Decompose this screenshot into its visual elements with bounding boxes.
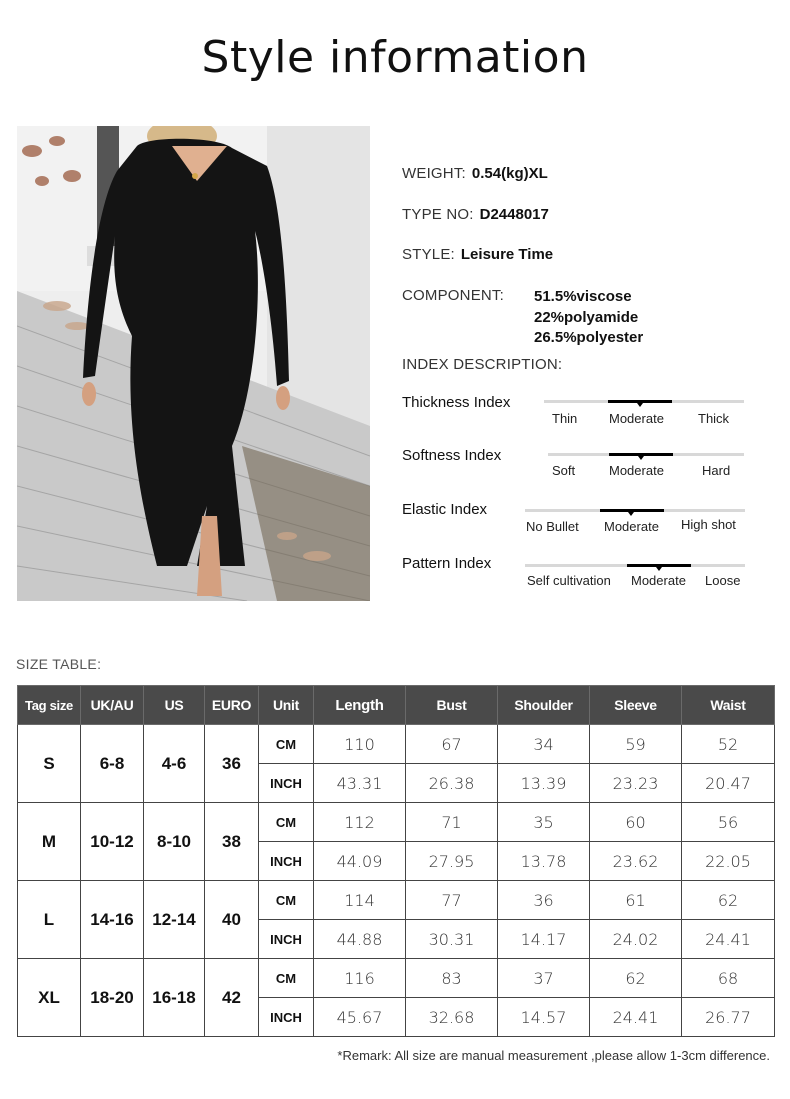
- unit-cell: INCH: [259, 998, 314, 1037]
- style-label: STYLE:: [402, 246, 455, 263]
- tag-size-cell: M: [18, 803, 81, 881]
- length-cell: 110: [314, 725, 406, 764]
- length-cell: 114: [314, 881, 406, 920]
- waist-cell: 26.77: [682, 998, 775, 1037]
- index-description-row: [402, 356, 562, 373]
- size-table: [17, 685, 775, 1037]
- unit-cell: INCH: [259, 842, 314, 881]
- shoulder-cell: 37: [498, 959, 590, 998]
- index-option: Self cultivation: [527, 573, 611, 588]
- waist-cell: 22.05: [682, 842, 775, 881]
- sleeve-cell: 23.23: [590, 764, 682, 803]
- col-header-unit: Unit: [259, 686, 314, 725]
- shoulder-cell: 36: [498, 881, 590, 920]
- type-no-row: [402, 206, 549, 223]
- waist-cell: 20.47: [682, 764, 775, 803]
- col-header-us: US: [144, 686, 205, 725]
- waist-cell: 62: [682, 881, 775, 920]
- component-value: 26.5%polyester: [534, 329, 644, 346]
- weight-value: 0.54(kg)XL: [471, 165, 548, 182]
- type-no-label: TYPE NO:: [402, 206, 474, 223]
- bust-cell: 32.68: [406, 998, 498, 1037]
- shoulder-cell: 14.57: [498, 998, 590, 1037]
- unit-cell: CM: [259, 959, 314, 998]
- euro-cell: 38: [205, 803, 259, 881]
- uk-au-cell: 18-20: [81, 959, 144, 1037]
- uk-au-cell: 10-12: [81, 803, 144, 881]
- us-cell: 8-10: [144, 803, 205, 881]
- length-cell: 43.31: [314, 764, 406, 803]
- shoulder-cell: 14.17: [498, 920, 590, 959]
- style-value: Leisure Time: [460, 246, 554, 263]
- index-name: Pattern Index: [402, 555, 492, 572]
- unit-cell: CM: [259, 881, 314, 920]
- index-name: Thickness Index: [402, 394, 511, 411]
- waist-cell: 68: [682, 959, 775, 998]
- index-marker-icon: [628, 512, 634, 516]
- tag-size-cell: S: [18, 725, 81, 803]
- col-header-uk-au: UK/AU: [81, 686, 144, 725]
- length-cell: 112: [314, 803, 406, 842]
- euro-cell: 40: [205, 881, 259, 959]
- index-option: Hard: [702, 463, 731, 478]
- bust-cell: 67: [406, 725, 498, 764]
- component-value: 51.5%viscose: [534, 288, 632, 305]
- softness-index: [402, 447, 752, 487]
- col-header-waist: Waist: [682, 686, 775, 725]
- component-row: [402, 287, 504, 304]
- index-marker-icon: [637, 403, 643, 407]
- index-option: Soft: [552, 463, 576, 478]
- index-option: High shot: [681, 517, 736, 532]
- index-option-selected: Moderate: [609, 463, 664, 478]
- unit-cell: CM: [259, 725, 314, 764]
- col-header-euro: EURO: [205, 686, 259, 725]
- tag-size-cell: L: [18, 881, 81, 959]
- waist-cell: 52: [682, 725, 775, 764]
- remark-note: *Remark: All size are manual measurement ,please allow 1-3cm difference.: [337, 1048, 770, 1063]
- component-values: [534, 287, 643, 349]
- bust-cell: 30.31: [406, 920, 498, 959]
- index-option-selected: Moderate: [631, 573, 686, 588]
- shoulder-cell: 13.39: [498, 764, 590, 803]
- shoulder-cell: 35: [498, 803, 590, 842]
- table-row: [18, 959, 775, 998]
- index-option: Thin: [552, 411, 578, 426]
- sleeve-cell: 23.62: [590, 842, 682, 881]
- us-cell: 12-14: [144, 881, 205, 959]
- us-cell: 4-6: [144, 725, 205, 803]
- table-row: [18, 803, 775, 842]
- index-option: Thick: [698, 411, 730, 426]
- bust-cell: 77: [406, 881, 498, 920]
- bust-cell: 83: [406, 959, 498, 998]
- shoulder-cell: 34: [498, 725, 590, 764]
- euro-cell: 42: [205, 959, 259, 1037]
- type-no-value: D2448017: [479, 206, 549, 223]
- euro-cell: 36: [205, 725, 259, 803]
- index-option: Loose: [705, 573, 741, 588]
- thickness-index: [402, 394, 752, 434]
- index-marker-icon: [638, 456, 644, 460]
- sleeve-cell: 24.02: [590, 920, 682, 959]
- length-cell: 44.09: [314, 842, 406, 881]
- length-cell: 45.67: [314, 998, 406, 1037]
- unit-cell: INCH: [259, 764, 314, 803]
- col-header-bust: Bust: [406, 686, 498, 725]
- table-header-row: [18, 686, 775, 725]
- product-photo: [17, 126, 370, 601]
- style-row: [402, 246, 553, 263]
- length-cell: 44.88: [314, 920, 406, 959]
- col-header-tag-size: Tag size: [18, 686, 81, 725]
- table-row: [18, 725, 775, 764]
- pattern-index: [402, 555, 752, 595]
- weight-label: WEIGHT:: [402, 165, 466, 182]
- length-cell: 116: [314, 959, 406, 998]
- size-table-label: SIZE TABLE:: [16, 656, 102, 672]
- component-label: COMPONENT:: [402, 287, 505, 304]
- table-row: [18, 881, 775, 920]
- waist-cell: 56: [682, 803, 775, 842]
- page-title: Style information: [201, 32, 589, 83]
- waist-cell: 24.41: [682, 920, 775, 959]
- col-header-shoulder: Shoulder: [498, 686, 590, 725]
- sleeve-cell: 60: [590, 803, 682, 842]
- sleeve-cell: 24.41: [590, 998, 682, 1037]
- us-cell: 16-18: [144, 959, 205, 1037]
- index-marker-icon: [656, 567, 662, 571]
- uk-au-cell: 14-16: [81, 881, 144, 959]
- col-header-length: Length: [314, 686, 406, 725]
- unit-cell: INCH: [259, 920, 314, 959]
- uk-au-cell: 6-8: [81, 725, 144, 803]
- index-option-selected: Moderate: [609, 411, 664, 426]
- index-name: Softness Index: [402, 447, 502, 464]
- sleeve-cell: 59: [590, 725, 682, 764]
- index-name: Elastic Index: [402, 501, 488, 518]
- sleeve-cell: 61: [590, 881, 682, 920]
- sleeve-cell: 62: [590, 959, 682, 998]
- col-header-sleeve: Sleeve: [590, 686, 682, 725]
- bust-cell: 27.95: [406, 842, 498, 881]
- bust-cell: 26.38: [406, 764, 498, 803]
- unit-cell: CM: [259, 803, 314, 842]
- weight-row: [402, 165, 548, 182]
- index-option: No Bullet: [526, 519, 579, 534]
- index-description-label: INDEX DESCRIPTION:: [402, 356, 563, 373]
- tag-size-cell: XL: [18, 959, 81, 1037]
- component-value: 22%polyamide: [534, 308, 639, 326]
- elastic-index: [402, 501, 752, 541]
- bust-cell: 71: [406, 803, 498, 842]
- shoulder-cell: 13.78: [498, 842, 590, 881]
- index-option-selected: Moderate: [604, 519, 659, 534]
